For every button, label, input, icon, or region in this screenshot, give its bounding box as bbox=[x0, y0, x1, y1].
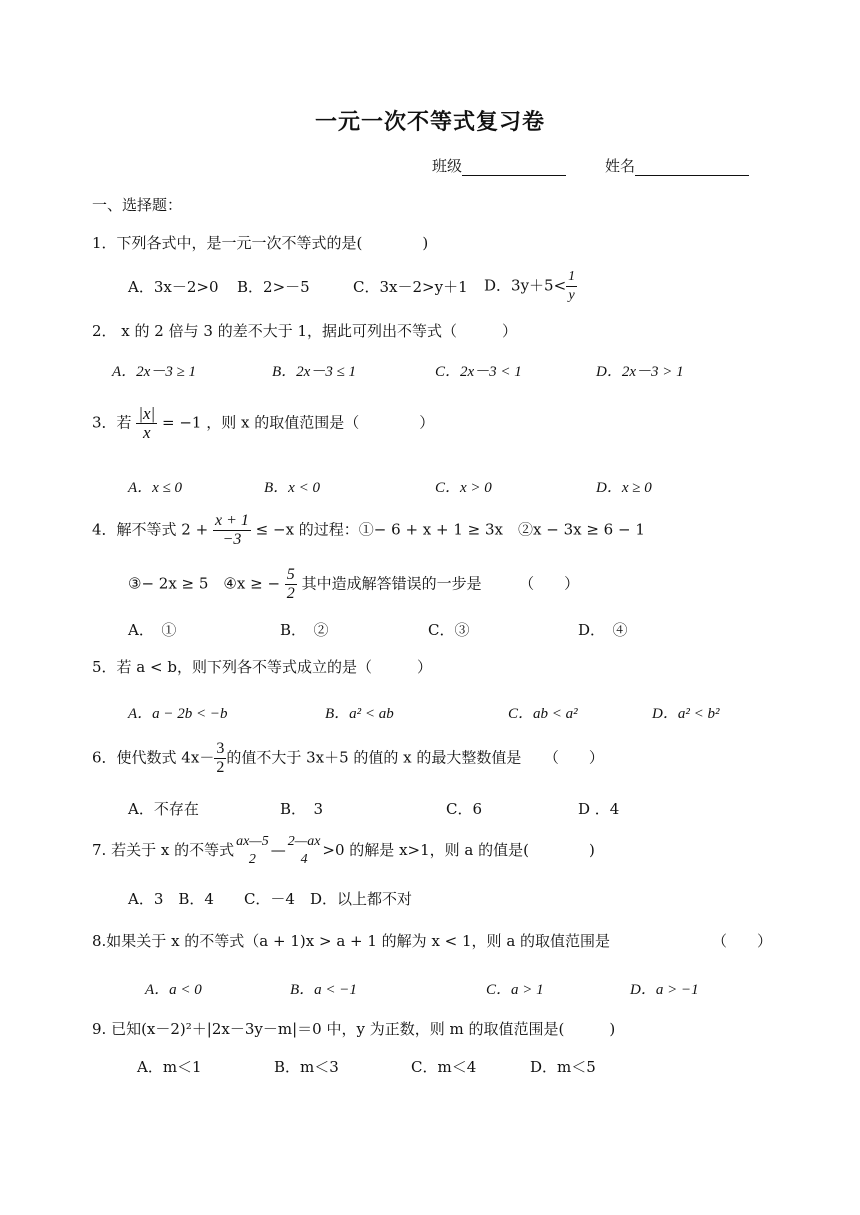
q7-fraction-2 bbox=[286, 833, 323, 869]
name-blank bbox=[635, 159, 749, 176]
page-title: 一元一次不等式复习卷 bbox=[314, 110, 545, 135]
fraction-numerator: x + 1 bbox=[214, 512, 249, 529]
section-heading: 一、选择题： bbox=[92, 196, 183, 214]
q1-option-c: C．3x－2>y＋1 bbox=[353, 278, 468, 296]
q5-option-a: A．a − 2b < −b bbox=[128, 706, 228, 722]
question-8-answer-paren: （ ） bbox=[712, 932, 773, 950]
q8-option-a: A．a < 0 bbox=[145, 982, 202, 998]
question-8-stem: 8.如果关于 x 的不等式（a + 1)x > a + 1 的解为 x < 1，则 a 的取值范围是 bbox=[92, 932, 611, 950]
q9-option-a: A．m＜1 bbox=[137, 1058, 202, 1076]
q9-option-b: B．m＜3 bbox=[274, 1058, 339, 1076]
fraction-numerator: 5 bbox=[286, 566, 295, 583]
q4-option-a: A． ① bbox=[128, 621, 177, 639]
class-label: 班级 bbox=[432, 157, 463, 175]
fraction-numerator: 2—ax bbox=[287, 834, 321, 849]
question-5-stem: 5．若 a < b，则下列各不等式成立的是（ ） bbox=[92, 658, 432, 676]
q6-option-b: B． 3 bbox=[280, 800, 324, 818]
fraction-denominator: 2 bbox=[286, 585, 295, 602]
q3-option-a: A．x ≤ 0 bbox=[128, 480, 183, 496]
q3-option-b: B．x < 0 bbox=[264, 480, 320, 496]
question-2-stem: 2． x 的 2 倍与 3 的差不大于 1，据此可列出不等式（ ） bbox=[92, 322, 518, 340]
q2-option-a: A．2x－3 ≥ 1 bbox=[112, 364, 197, 380]
q6-option-d: D ．4 bbox=[578, 800, 620, 818]
q7-fraction-1 bbox=[234, 833, 271, 869]
q4-post-text: ≤ −x 的过程：①− 6 + x + 1 ≥ 3x ②x − 3x ≥ 6 − 1 bbox=[255, 520, 645, 539]
fraction-numerator: |x| bbox=[138, 404, 156, 423]
class-field bbox=[432, 156, 566, 176]
q7-post-text: >0 的解是 x>1，则 a 的值是( ) bbox=[322, 841, 595, 859]
q3-fraction bbox=[136, 405, 157, 442]
q1-option-a: A．3x－2>0 bbox=[128, 278, 219, 296]
q9-option-d: D．m＜5 bbox=[530, 1058, 596, 1076]
q4-option-c: C．③ bbox=[428, 621, 470, 639]
q3-pre-text: 3．若 bbox=[92, 413, 132, 432]
q2-option-b: B．2x－3 ≤ 1 bbox=[272, 364, 357, 380]
q4-option-b: B． ② bbox=[280, 621, 329, 639]
q7-pre-text: 7. 若关于 x 的不等式 bbox=[92, 841, 235, 859]
q4-line2-fraction bbox=[285, 566, 297, 603]
fraction-denominator: 4 bbox=[300, 852, 308, 867]
q6-post-text: 的值不大于 3x＋5 的值的 x 的最大整数值是 （ ） bbox=[226, 748, 604, 767]
q6-pre-text: 6．使代数式 4x－ bbox=[92, 748, 215, 767]
fraction-denominator: y bbox=[568, 288, 575, 303]
question-6-stem bbox=[92, 740, 604, 777]
question-9-stem: 9. 已知(x－2)²＋|2x－3y－m|＝0 中，y 为正数，则 m 的取值范围是( ) bbox=[92, 1020, 616, 1038]
q2-option-d: D．2x－3 > 1 bbox=[596, 364, 684, 380]
name-field bbox=[605, 156, 749, 176]
q8-option-c: C．a > 1 bbox=[486, 982, 544, 998]
q9-option-c: C．m＜4 bbox=[411, 1058, 477, 1076]
question-1-stem: 1．下列各式中，是一元一次不等式的是( ) bbox=[92, 234, 429, 252]
q7-minus: — bbox=[270, 841, 286, 859]
question-3-stem bbox=[92, 405, 434, 442]
q5-option-c: C．ab < a² bbox=[508, 706, 578, 722]
name-label: 姓名 bbox=[605, 157, 636, 175]
fraction-denominator: 2 bbox=[216, 759, 225, 776]
q8-option-d: D．a > −1 bbox=[630, 982, 699, 998]
q4-fraction bbox=[213, 512, 251, 549]
fraction-denominator: −3 bbox=[222, 531, 242, 548]
fraction-numerator: ax—5 bbox=[236, 834, 269, 849]
q4-line2-post: 其中造成解答错误的一步是 （ ） bbox=[301, 574, 580, 593]
q6-option-a: A．不存在 bbox=[128, 800, 199, 818]
q3-option-c: C．x > 0 bbox=[435, 480, 492, 496]
q1-option-d-text: D．3y＋5< bbox=[484, 276, 567, 295]
question-7-stem bbox=[92, 833, 595, 869]
q5-option-d: D．a² < b² bbox=[652, 706, 720, 722]
q6-fraction bbox=[214, 740, 226, 777]
q3-option-d: D．x ≥ 0 bbox=[596, 480, 652, 496]
question-4-line-2 bbox=[128, 566, 579, 603]
q6-option-c: C．6 bbox=[446, 800, 483, 818]
q7-options: A．3 B．4 C．－4 D．以上都不对 bbox=[128, 890, 412, 908]
fraction-denominator: 2 bbox=[248, 852, 256, 867]
q5-option-b: B．a² < ab bbox=[325, 706, 394, 722]
fraction-numerator: 3 bbox=[216, 740, 225, 757]
fraction-numerator: 1 bbox=[566, 268, 577, 287]
q2-option-c: C．2x－3 < 1 bbox=[435, 364, 522, 380]
q1-option-d bbox=[484, 268, 577, 305]
q4-pre-text: 4．解不等式 2 + bbox=[92, 520, 209, 539]
q1-option-d-fraction bbox=[566, 268, 577, 305]
fraction-denominator: x bbox=[143, 423, 151, 442]
q4-option-d: D． ④ bbox=[578, 621, 628, 639]
q4-line2-pre: ③− 2x ≥ 5 ④x ≥ − bbox=[128, 574, 281, 593]
q3-post-text: = −1 ，则 x 的取值范围是（ ） bbox=[162, 413, 435, 432]
q1-option-b: B．2>－5 bbox=[237, 278, 310, 296]
q8-option-b: B．a < −1 bbox=[290, 982, 357, 998]
class-blank bbox=[462, 159, 566, 176]
question-4-stem bbox=[92, 512, 645, 549]
